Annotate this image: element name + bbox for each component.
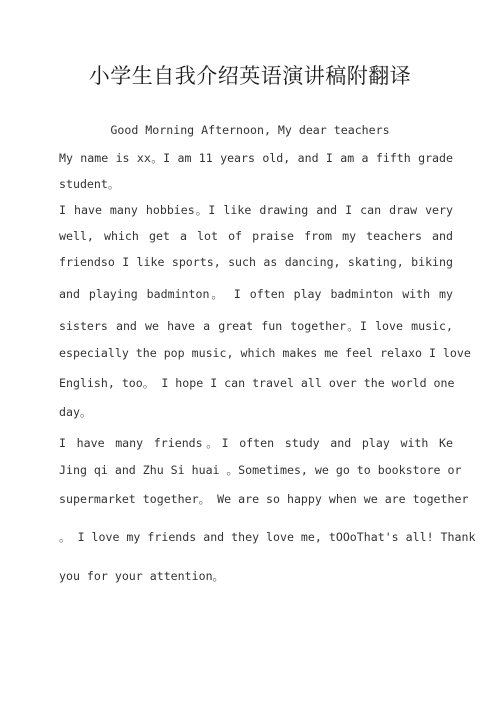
document-title: 小学生自我介绍英语演讲稿附翻译 (88, 64, 412, 88)
paragraph-3-line-1: I have many friends。I often study and play with Ke (59, 436, 453, 450)
paragraph-3-line-2: Jing qi and Zhu Si huai 。Sometimes, we go to bookstore or (59, 463, 462, 477)
paragraph-1-line-2: student。 (59, 177, 120, 191)
paragraph-2-line-5: sisters and we have a great fun together。I love music, (59, 319, 453, 333)
paragraph-3-line-5: you for your attention。 (59, 569, 225, 583)
paragraph-2-line-1: I have many hobbies。I like drawing and I can draw very (59, 203, 453, 217)
paragraph-2-line-6: especially the pop music, which makes me feel relaxo I love (59, 346, 471, 360)
paragraph-3-line-3: supermarket together。 We are so happy when we are together (59, 492, 469, 506)
paragraph-2-line-8: day。 (59, 405, 92, 419)
paragraph-2-line-2: well, which get a lot of praise from my teachers and (59, 229, 453, 243)
greeting-line: Good Morning Afternoon, My dear teachers (110, 123, 390, 137)
paragraph-3-line-4: 。 I love my friends and they love me, tOOoThat's all! Thank (59, 530, 476, 544)
paragraph-2-line-3: friendso I like sports, such as dancing, skating, biking (59, 255, 453, 269)
paragraph-1-line-1: My name is xx。I am 11 years old, and I am a fifth grade (59, 151, 453, 165)
paragraph-2-line-7: English, too。 I hope I can travel all over the world one (59, 376, 455, 390)
paragraph-2-line-4: and playing badminton。 I often play badminton with my (59, 287, 453, 301)
